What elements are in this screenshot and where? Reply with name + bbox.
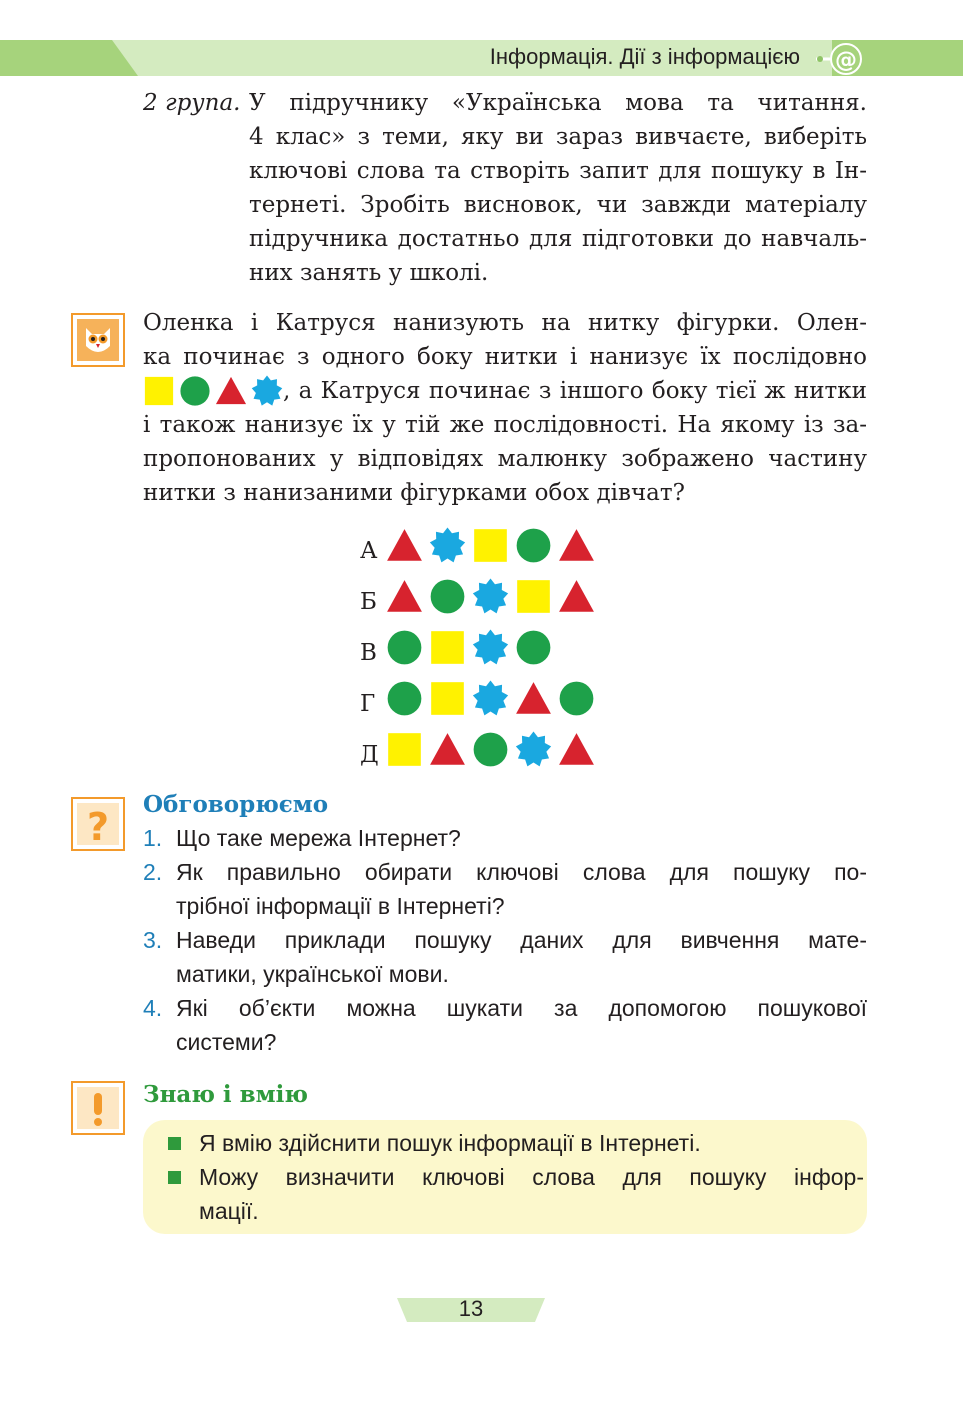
item-line: Що таке мережа Інтернет? xyxy=(176,825,461,851)
star-shape xyxy=(515,731,552,768)
answer-row[interactable] xyxy=(360,673,620,724)
triangle-shape xyxy=(429,731,466,768)
item-line: Які об’єкти можна шукати за допомогою пошукової xyxy=(176,995,867,1021)
group-paragraph xyxy=(249,86,867,290)
item-line: Я вмію здійснити пошук інформації в Інтернеті. xyxy=(199,1130,701,1156)
item-number: 4. xyxy=(143,995,163,1021)
answer-shapes xyxy=(386,629,552,666)
answer-row[interactable] xyxy=(360,571,620,622)
answer-letter: Г xyxy=(360,690,376,717)
sequence-line xyxy=(143,374,867,408)
answer-letter: Б xyxy=(360,588,377,615)
item-number: 1. xyxy=(143,825,163,851)
answer-letter: А xyxy=(360,537,378,564)
answer-shapes xyxy=(386,578,595,615)
item-line: матики, української мови. xyxy=(176,961,449,987)
star-shape xyxy=(472,578,509,615)
star-shape xyxy=(251,375,283,407)
sequence-text: , а Катруся починає з іншого боку тієї ж нитки xyxy=(283,378,867,404)
group-line: них занять у школі. xyxy=(249,260,489,286)
item-line: мації. xyxy=(199,1198,259,1224)
square-shape xyxy=(515,578,552,615)
group-line: 4 клас» з теми, яку ви зараз вивчаєте, виберіть xyxy=(249,124,867,150)
discuss-list xyxy=(143,821,867,1059)
item-line: Наведи приклади пошуку даних для вивчення мате- xyxy=(176,927,867,953)
square-shape xyxy=(386,731,423,768)
list-item xyxy=(143,855,867,923)
triangle-shape xyxy=(386,527,423,564)
list-item xyxy=(143,923,867,991)
circle-shape xyxy=(429,578,466,615)
circle-shape xyxy=(179,375,211,407)
task-line: Оленка і Катруся нанизують на нитку фігурки. Олен- xyxy=(143,310,867,336)
answer-shapes xyxy=(386,680,595,717)
square-shape xyxy=(472,527,509,564)
star-shape xyxy=(472,629,509,666)
list-item xyxy=(143,821,867,855)
item-line: Як правильно обирати ключові слова для пошуку по- xyxy=(176,859,867,885)
sequence-shapes xyxy=(143,375,283,407)
exclamation-icon xyxy=(70,1080,126,1136)
answer-shapes xyxy=(386,731,595,768)
item-number: 3. xyxy=(143,927,163,953)
answer-row[interactable] xyxy=(360,520,620,571)
bullet-icon xyxy=(168,1126,199,1160)
list-item xyxy=(168,1160,864,1228)
list-item xyxy=(143,991,867,1059)
circle-shape xyxy=(386,629,423,666)
answer-shapes xyxy=(386,527,595,564)
list-item xyxy=(168,1126,864,1160)
header-title: Інформація. Дії з інформацією xyxy=(489,44,800,69)
answer-options xyxy=(360,520,620,775)
know-title: Знаю і вмію xyxy=(143,1081,308,1108)
task-line: нитки з нанизаними фігурками обох дівчат? xyxy=(143,480,685,506)
bullet-icon xyxy=(168,1160,199,1228)
at-logo-icon xyxy=(812,41,872,77)
group-line: У підручнику «Українська мова та читання. xyxy=(249,90,867,116)
square-shape xyxy=(429,629,466,666)
discuss-title: Обговорюємо xyxy=(143,791,329,818)
task-line: ка починає з одного боку нитки і нанизує їх послідовно xyxy=(143,344,867,370)
answer-letter: В xyxy=(360,639,377,666)
triangle-shape xyxy=(558,527,595,564)
task-line: і також нанизує їх у тій же послідовності. На якому із за- xyxy=(143,412,867,438)
square-shape xyxy=(429,680,466,717)
square-shape xyxy=(143,375,175,407)
circle-shape xyxy=(515,629,552,666)
page-number: 13 xyxy=(458,1296,484,1321)
group-line: підручника достатньо для підготовки до навчаль- xyxy=(249,226,867,252)
triangle-shape xyxy=(558,731,595,768)
question-icon xyxy=(70,796,126,852)
item-number: 2. xyxy=(143,859,163,885)
owl-icon xyxy=(70,312,126,368)
answer-letter: Д xyxy=(360,741,379,768)
star-shape xyxy=(472,680,509,717)
group-line: тернеті. Зробіть висновок, чи завжди матеріалу xyxy=(249,192,867,218)
star-shape xyxy=(429,527,466,564)
at-symbol: @ xyxy=(835,48,857,73)
triangle-shape xyxy=(558,578,595,615)
triangle-shape xyxy=(386,578,423,615)
svg-text:?: ? xyxy=(86,805,110,849)
task-line: пропонованих у відповідях малюнку зображено частину xyxy=(143,446,867,472)
answer-row[interactable] xyxy=(360,724,620,775)
circle-shape xyxy=(515,527,552,564)
triangle-shape xyxy=(215,375,247,407)
group-label: 2 група. xyxy=(143,90,241,116)
item-line: трібної інформації в Інтернеті? xyxy=(176,893,505,919)
task-paragraph xyxy=(143,306,867,510)
circle-shape xyxy=(472,731,509,768)
circle-shape xyxy=(386,680,423,717)
group-line: ключові слова та створіть запит для пошуку в Ін- xyxy=(249,158,867,184)
answer-row[interactable] xyxy=(360,622,620,673)
know-list xyxy=(168,1126,864,1228)
item-line: Можу визначити ключові слова для пошуку інфор- xyxy=(199,1164,864,1190)
triangle-shape xyxy=(515,680,552,717)
item-line: системи? xyxy=(176,1029,277,1055)
circle-shape xyxy=(558,680,595,717)
